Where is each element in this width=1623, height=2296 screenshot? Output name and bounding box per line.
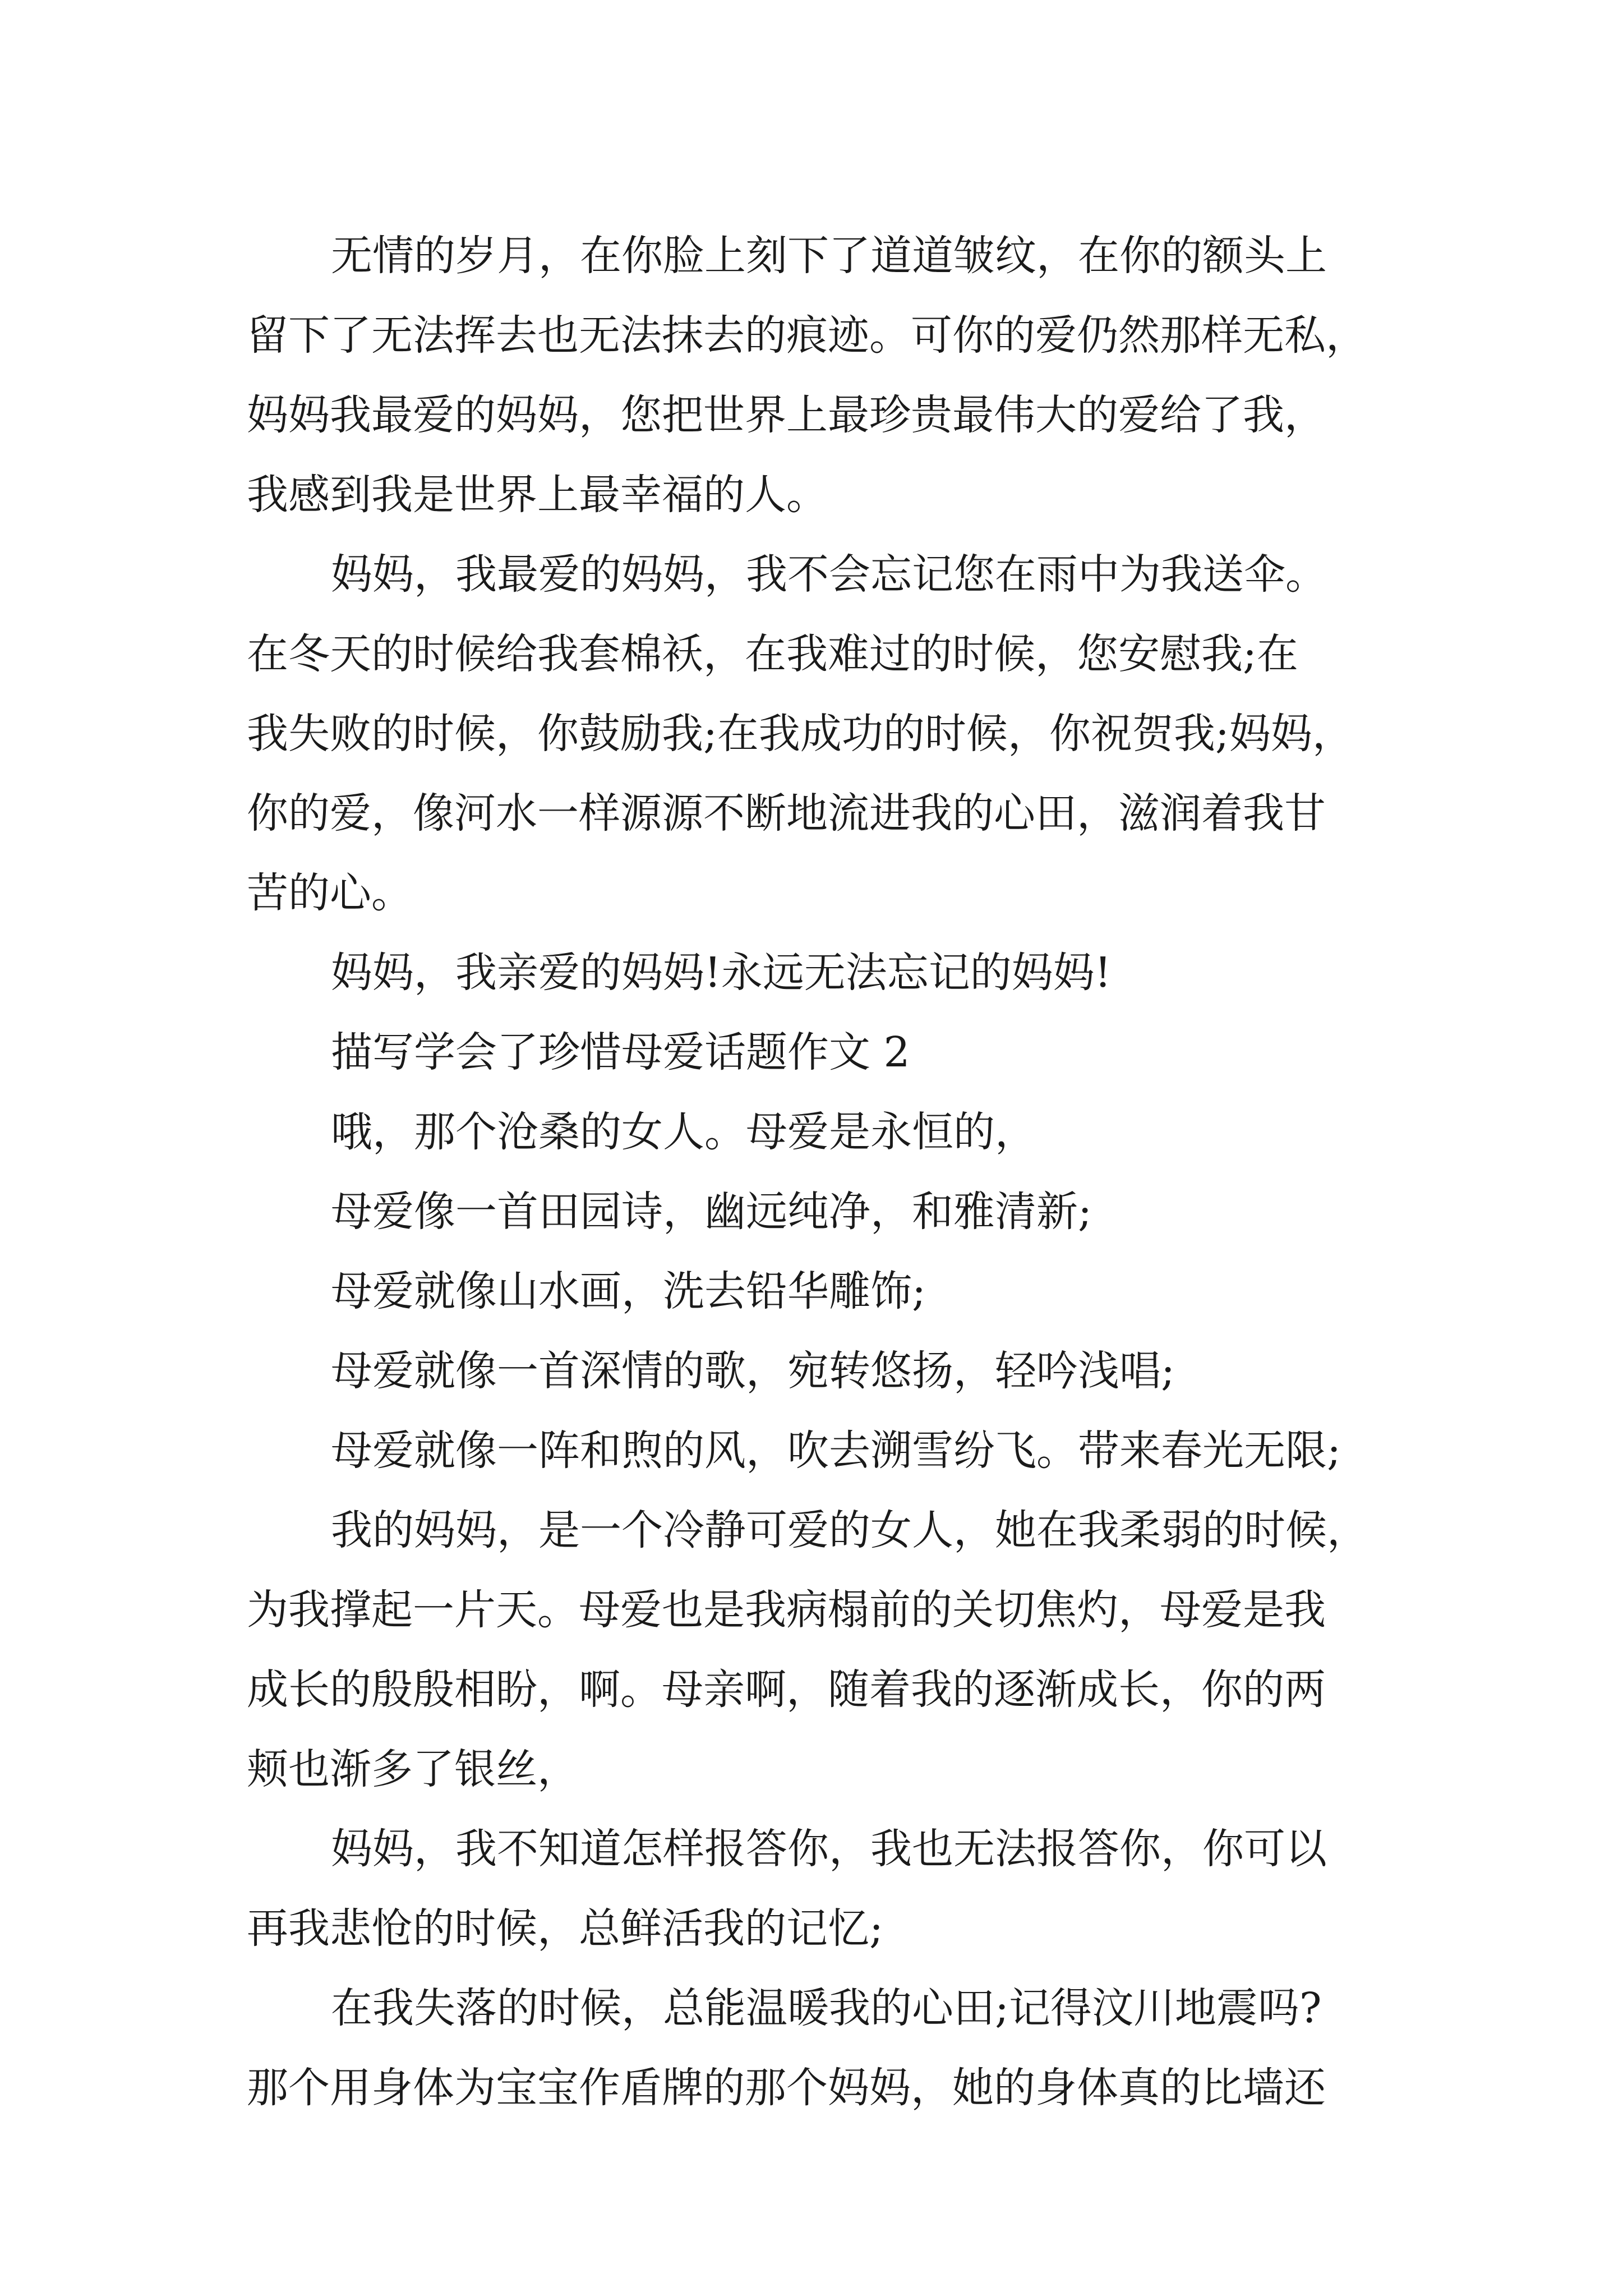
text-line: 在我失落的时候，总能温暖我的心田;记得汶川地震吗? [331,1984,1322,2032]
text-line: 再我悲怆的时候，总鲜活我的记忆; [247,1904,883,1953]
text-line: 苦的心。 [247,869,413,917]
text-line: 在冬天的时候给我套棉袄，在我难过的时候，您安慰我;在 [247,630,1298,678]
text-line: 那个用身体为宝宝作盾牌的那个妈妈，她的身体真的比墙还 [247,2064,1326,2112]
text-line: 我的妈妈，是一个冷静可爱的女人，她在我柔弱的时候， [331,1506,1368,1554]
section-heading: 描写学会了珍惜母爱话题作文 2 [331,1028,910,1076]
text-line: 母爱就像山水画，洗去铅华雕饰; [331,1267,926,1315]
text-line: 妈妈，我亲爱的妈妈!永远无法忘记的妈妈! [331,949,1112,997]
text-line: 无情的岁月，在你脸上刻下了道道皱纹，在你的额头上 [331,232,1327,280]
text-line: 母爱就像一首深情的歌，宛转悠扬，轻吟浅唱; [331,1347,1175,1395]
text-line: 妈妈，我最爱的妈妈，我不会忘记您在雨中为我送伞。 [331,550,1327,599]
text-line: 我感到我是世界上最幸福的人。 [247,471,828,519]
text-line: 颊也渐多了银丝， [247,1745,579,1793]
text-line: 妈妈我最爱的妈妈，您把世界上最珍贵最伟大的爱给了我， [247,391,1326,439]
text-line: 母爱就像一阵和煦的风，吹去溯雪纷飞。带来春光无限; [331,1427,1341,1475]
text-line: 为我撑起一片天。母爱也是我病榻前的关切焦灼，母爱是我 [247,1586,1326,1634]
text-line: 母爱像一首田园诗，幽远纯净，和雅清新; [331,1188,1092,1236]
text-line: 妈妈，我不知道怎样报答你，我也无法报答你，你可以 [331,1825,1327,1873]
text-line: 你的爱，像河水一样源源不断地流进我的心田，滋润着我甘 [247,789,1326,838]
text-line: 成长的殷殷相盼，啊。母亲啊，随着我的逐渐成长，你的两 [247,1665,1326,1714]
document-body [247,216,1402,2128]
text-line: 留下了无法挥去也无法抹去的痕迹。可你的爱仍然那样无私， [247,311,1367,360]
text-line: 哦，那个沧桑的女人。母爱是永恒的， [331,1108,1036,1156]
text-line: 我失败的时候，你鼓励我;在我成功的时候，你祝贺我;妈妈， [247,710,1354,758]
